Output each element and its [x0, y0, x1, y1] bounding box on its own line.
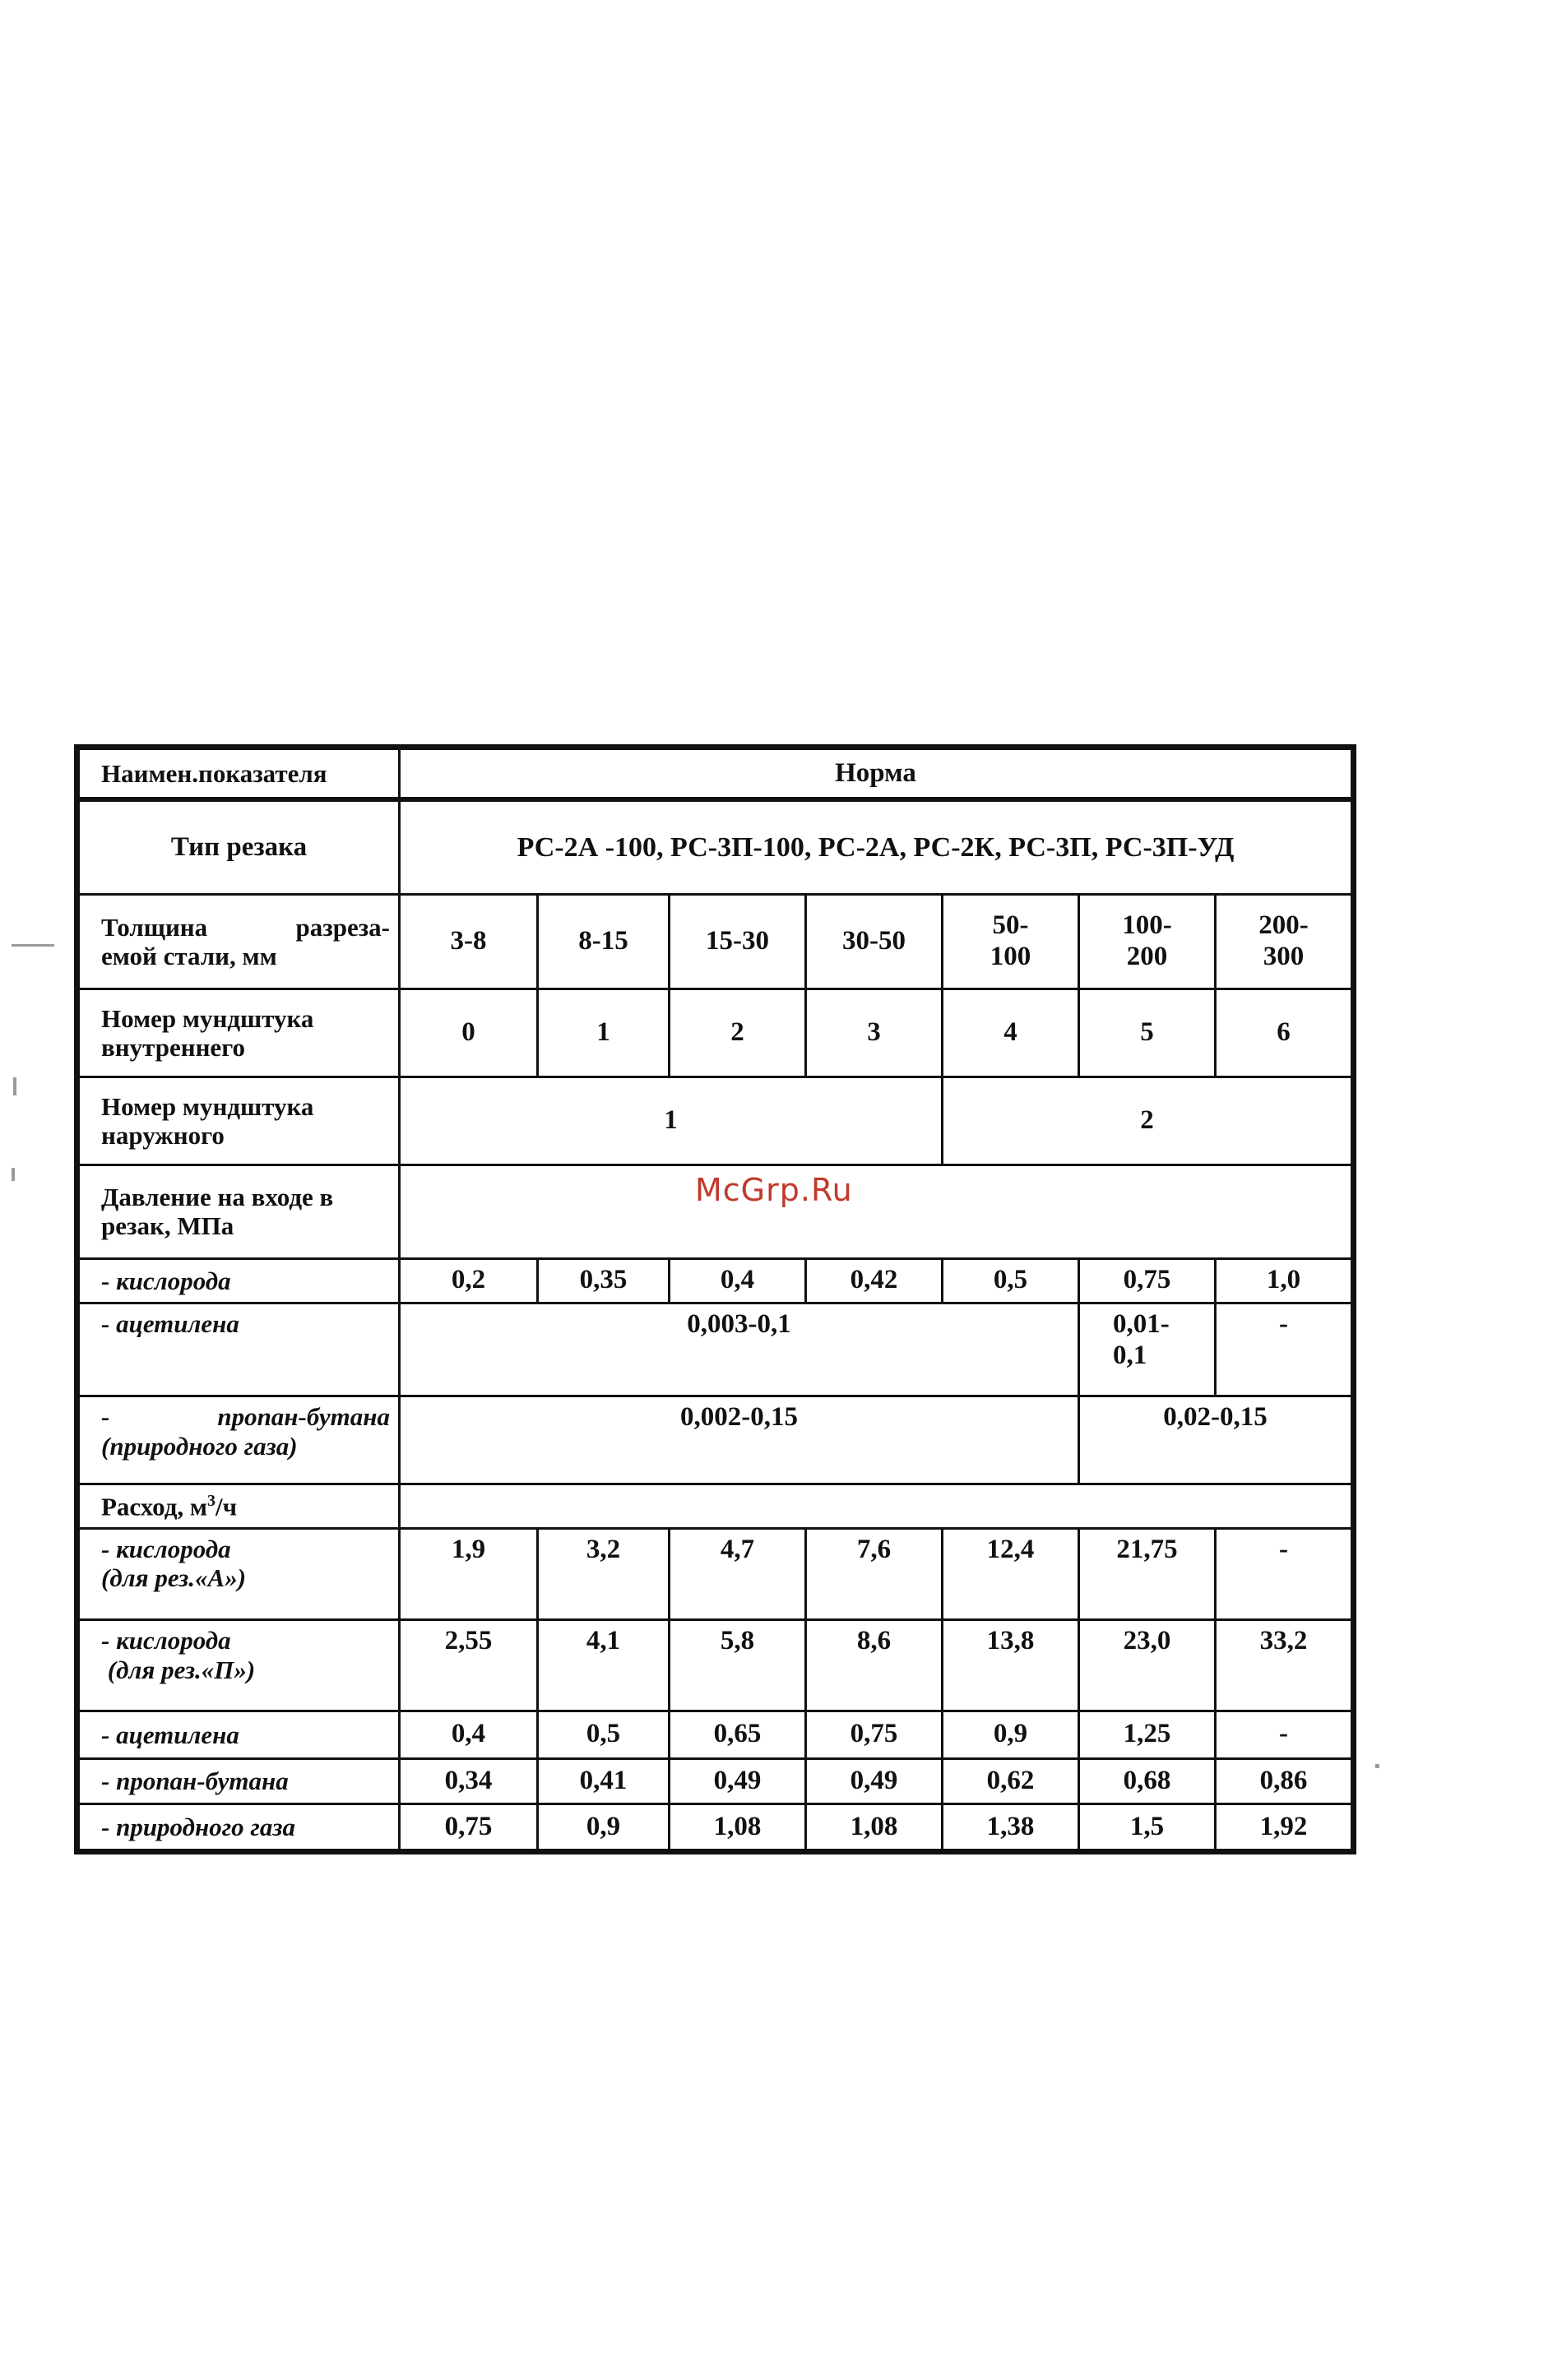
thickness-value: 50- 100	[943, 895, 1079, 989]
consumption-oxygen-p-line1: - кислорода	[101, 1625, 231, 1655]
inner-nozzle-value: 2	[670, 989, 806, 1077]
pressure-oxygen-value: 0,4	[670, 1258, 806, 1303]
inner-nozzle-value: 0	[400, 989, 538, 1077]
consumption-oxygen-p-value: 2,55	[400, 1619, 538, 1711]
consumption-propane-value: 0,86	[1216, 1758, 1354, 1804]
consumption-propane-value: 0,68	[1079, 1758, 1216, 1804]
inner-nozzle-value: 3	[806, 989, 943, 1077]
scan-mark	[12, 1168, 15, 1181]
consumption-oxygen-p-line2: (для рез.«П»)	[101, 1655, 256, 1684]
pressure-empty	[400, 1165, 1354, 1258]
consumption-propane-value: 0,41	[538, 1758, 670, 1804]
pressure-acetylene-label: - ацетилена	[77, 1303, 400, 1396]
pressure-oxygen-value: 0,75	[1079, 1258, 1216, 1303]
consumption-oxygen-a-value: 3,2	[538, 1528, 670, 1619]
inner-nozzle-value: 5	[1079, 989, 1216, 1077]
inner-nozzle-value: 6	[1216, 989, 1354, 1077]
pressure-propane-span-a: 0,002-0,15	[400, 1396, 1079, 1484]
dash-marker: -	[101, 1402, 110, 1432]
consumption-oxygen-a-line1: - кислорода	[101, 1534, 231, 1563]
thickness-value: 15-30	[670, 895, 806, 989]
watermark-text: McGrp.Ru	[695, 1172, 853, 1208]
consumption-oxygen-a-value: 4,7	[670, 1528, 806, 1619]
consumption-oxygen-p-value: 8,6	[806, 1619, 943, 1711]
cutter-type-label: Тип резака	[77, 799, 400, 894]
inner-nozzle-value: 4	[943, 989, 1079, 1077]
pressure-propane-line2: (природного газа)	[101, 1431, 298, 1461]
thickness-label-line1: Толщина разреза-	[101, 912, 390, 942]
pressure-propane-span-b: 0,02-0,15	[1079, 1396, 1354, 1484]
consumption-natural-gas-value: 1,5	[1079, 1804, 1216, 1852]
consumption-oxygen-p-value: 23,0	[1079, 1619, 1216, 1711]
scan-mark	[12, 944, 54, 947]
consumption-acetylene-value: 0,65	[670, 1711, 806, 1759]
scan-mark	[13, 1077, 16, 1095]
pressure-acetylene-col7: -	[1216, 1303, 1354, 1396]
pressure-propane-name: пропан-бутана	[217, 1402, 390, 1432]
consumption-acetylene-value: 0,5	[538, 1711, 670, 1759]
consumption-oxygen-a-label	[77, 1528, 400, 1619]
consumption-natural-gas-value: 0,9	[538, 1804, 670, 1852]
header-norm: Норма	[400, 748, 1354, 800]
pressure-acetylene-span: 0,003-0,1	[400, 1303, 1079, 1396]
pressure-propane-line1	[101, 1402, 390, 1432]
consumption-acetylene-value: 0,4	[400, 1711, 538, 1759]
consumption-oxygen-a-line2: (для рез.«А»)	[101, 1563, 247, 1593]
outer-nozzle-label: Номер мундштука наружного	[77, 1077, 400, 1165]
pressure-oxygen-value: 0,2	[400, 1258, 538, 1303]
cutter-spec-table	[74, 744, 1356, 1854]
consumption-oxygen-a-value: -	[1216, 1528, 1354, 1619]
inner-nozzle-label: Номер мундштука внутреннего	[77, 989, 400, 1077]
scan-mark	[1375, 1764, 1379, 1768]
pressure-oxygen-value: 0,42	[806, 1258, 943, 1303]
consumption-acetylene-value: 0,9	[943, 1711, 1079, 1759]
consumption-acetylene-label: - ацетилена	[77, 1711, 400, 1759]
thickness-value: 3-8	[400, 895, 538, 989]
consumption-natural-gas-value: 1,08	[670, 1804, 806, 1852]
consumption-propane-value: 0,49	[806, 1758, 943, 1804]
consumption-propane-value: 0,62	[943, 1758, 1079, 1804]
consumption-acetylene-value: 1,25	[1079, 1711, 1216, 1759]
consumption-oxygen-p-value: 4,1	[538, 1619, 670, 1711]
inner-nozzle-value: 1	[538, 989, 670, 1077]
consumption-natural-gas-value: 1,92	[1216, 1804, 1354, 1852]
consumption-label: Расход, $м^3/ч$	[77, 1484, 400, 1529]
consumption-propane-value: 0,49	[670, 1758, 806, 1804]
pressure-oxygen-value: 0,35	[538, 1258, 670, 1303]
consumption-oxygen-p-value: 33,2	[1216, 1619, 1354, 1711]
outer-nozzle-value: 2	[943, 1077, 1354, 1165]
pressure-oxygen-value: 1,0	[1216, 1258, 1354, 1303]
consumption-natural-gas-value: 1,08	[806, 1804, 943, 1852]
pressure-propane-label	[77, 1396, 400, 1484]
consumption-oxygen-a-value: 21,75	[1079, 1528, 1216, 1619]
consumption-oxygen-a-value: 1,9	[400, 1528, 538, 1619]
header-indicator-name: Наимен.показателя	[77, 748, 400, 800]
thickness-label	[77, 895, 400, 989]
pressure-acetylene-col6: 0,01- 0,1	[1079, 1303, 1216, 1396]
consumption-oxygen-p-label	[77, 1619, 400, 1711]
thickness-value: 200- 300	[1216, 895, 1354, 989]
cutter-type-value: РС-2А -100, РС-3П-100, РС-2А, РС-2К, РС-3П, РС-3П-УД	[400, 799, 1354, 894]
consumption-oxygen-p-value: 5,8	[670, 1619, 806, 1711]
consumption-oxygen-a-value: 7,6	[806, 1528, 943, 1619]
consumption-propane-value: 0,34	[400, 1758, 538, 1804]
consumption-natural-gas-value: 0,75	[400, 1804, 538, 1852]
thickness-value: 8-15	[538, 895, 670, 989]
thickness-value: 30-50	[806, 895, 943, 989]
consumption-acetylene-value: -	[1216, 1711, 1354, 1759]
consumption-empty	[400, 1484, 1354, 1529]
consumption-natural-gas-value: 1,38	[943, 1804, 1079, 1852]
consumption-acetylene-value: 0,75	[806, 1711, 943, 1759]
pressure-oxygen-label: - кислорода	[77, 1258, 400, 1303]
consumption-oxygen-a-value: 12,4	[943, 1528, 1079, 1619]
consumption-natural-gas-label: - природного газа	[77, 1804, 400, 1852]
pressure-label: Давление на входе в резак, МПа	[77, 1165, 400, 1258]
outer-nozzle-value: 1	[400, 1077, 943, 1165]
consumption-propane-label: - пропан-бутана	[77, 1758, 400, 1804]
consumption-oxygen-p-value: 13,8	[943, 1619, 1079, 1711]
thickness-label-line2: емой стали, мм	[101, 942, 277, 971]
pressure-oxygen-value: 0,5	[943, 1258, 1079, 1303]
thickness-value: 100- 200	[1079, 895, 1216, 989]
